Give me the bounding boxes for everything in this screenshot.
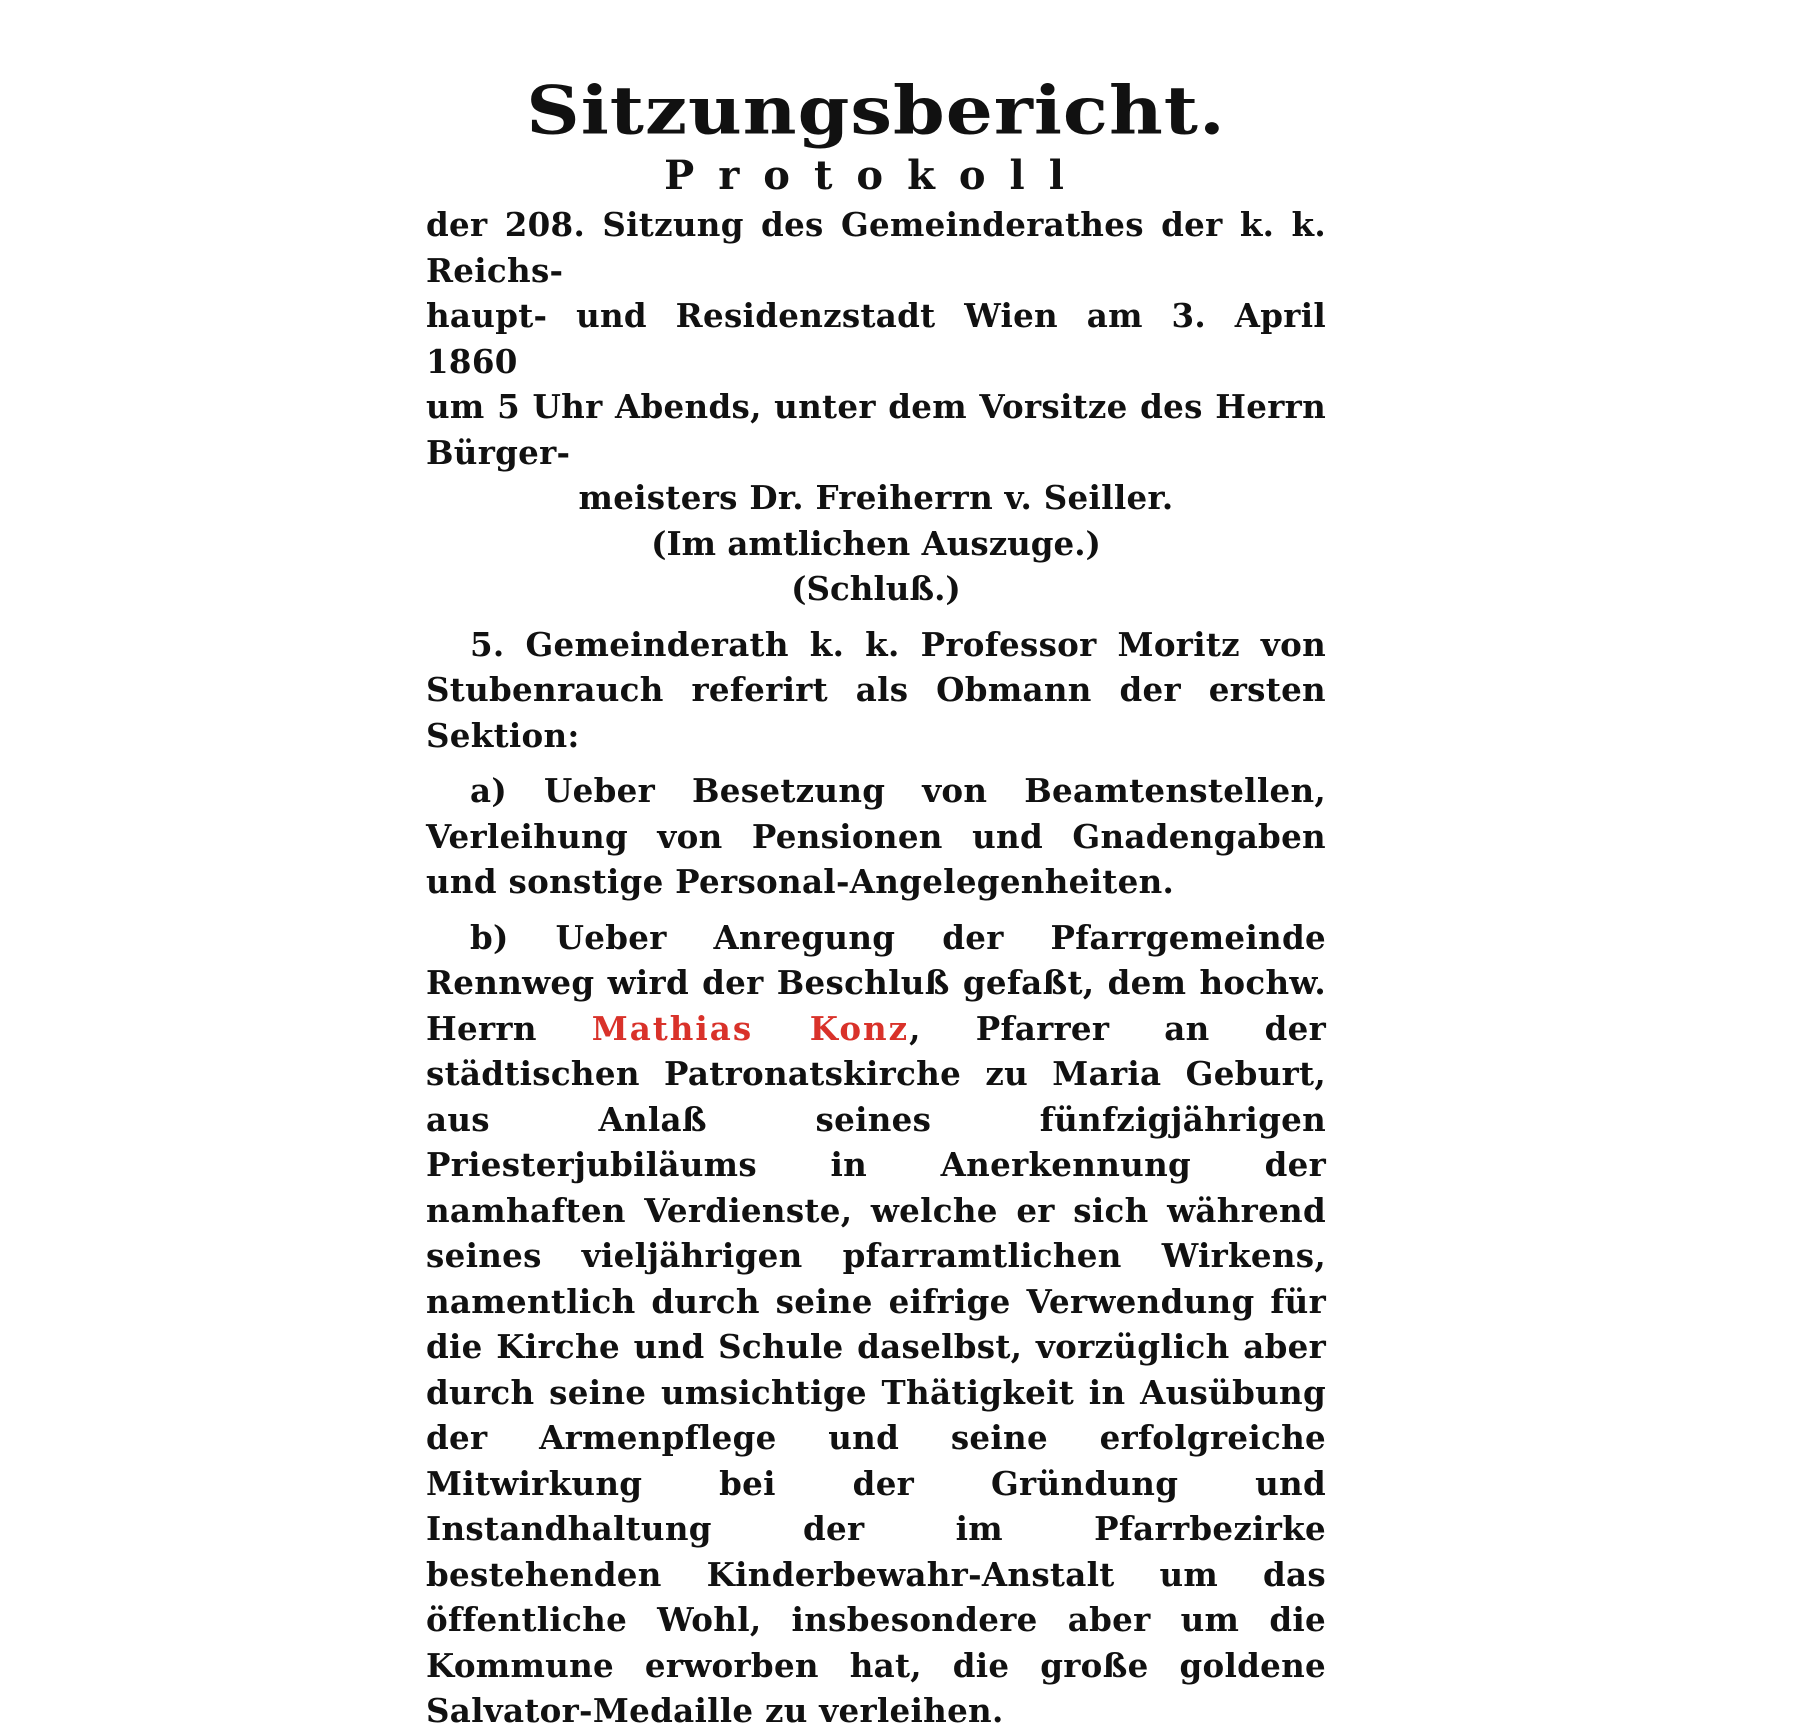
highlighted-name: Mathias Konz <box>591 1008 910 1048</box>
document-title: Sitzungsbericht. <box>526 72 1226 150</box>
item-a-paragraph: a) Ueber Besetzung von Beamtenstellen, Verleihung von Pensionen und Gnadengaben und sonstige Personal-Angelegenheiten. <box>426 771 1326 901</box>
item-b-paragraph <box>426 915 1326 1734</box>
item-5-paragraph: 5. Gemeinderath k. k. Professor Moritz von Stubenrauch referirt als Obmann der ersten Sektion: <box>426 624 1326 755</box>
document-subtitle: Protokoll <box>664 152 1088 199</box>
conclusion-note: (Schluß.) <box>791 569 961 608</box>
header-line: meisters Dr. Freiherrn v. Seiller. <box>578 478 1174 517</box>
document-page <box>426 66 1326 1730</box>
excerpt-note: (Im amtlichen Auszuge.) <box>651 523 1101 563</box>
item-b-text-after: , Pfarrer an der städtischen Patronatskirche zu Maria Geburt, aus Anlaß seines fünfzigjährigen Priesterjubiläums in Anerkennung der namhaften Verdienste, welche er sich während seines vieljährigen pfarramtlichen Wirkens, namentlich durch seine eifrige Verwendung für die Kirche und Schule daselbst, vorzüglich aber durch seine umsichtige Thätigkeit in Ausübung der Armenpflege und seine erfolgreiche Mitwirkung bei der Gründung und Instandhaltung der im Pfarrbezirke bestehenden Kinderbewahr-Anstalt um das öffentliche Wohl, insbesondere aber um die Kommune erworben hat, die große goldene Salvator-Medaille zu verleihen. <box>426 1008 1326 1730</box>
header-line: der 208. Sitzung des Gemeinderathes der k. k. Reichs- <box>426 205 1326 290</box>
header-line: um 5 Uhr Abends, unter dem Vorsitze des Herrn Bürger- <box>426 387 1326 472</box>
header-line: haupt- und Residenzstadt Wien am 3. April 1860 <box>426 296 1326 381</box>
item-b-text-before: b) Ueber Anregung der Pfarrgemeinde Rennweg wird der Beschluß gefaßt, dem hochw. Herrn <box>426 917 1326 1048</box>
session-header <box>426 202 1326 521</box>
